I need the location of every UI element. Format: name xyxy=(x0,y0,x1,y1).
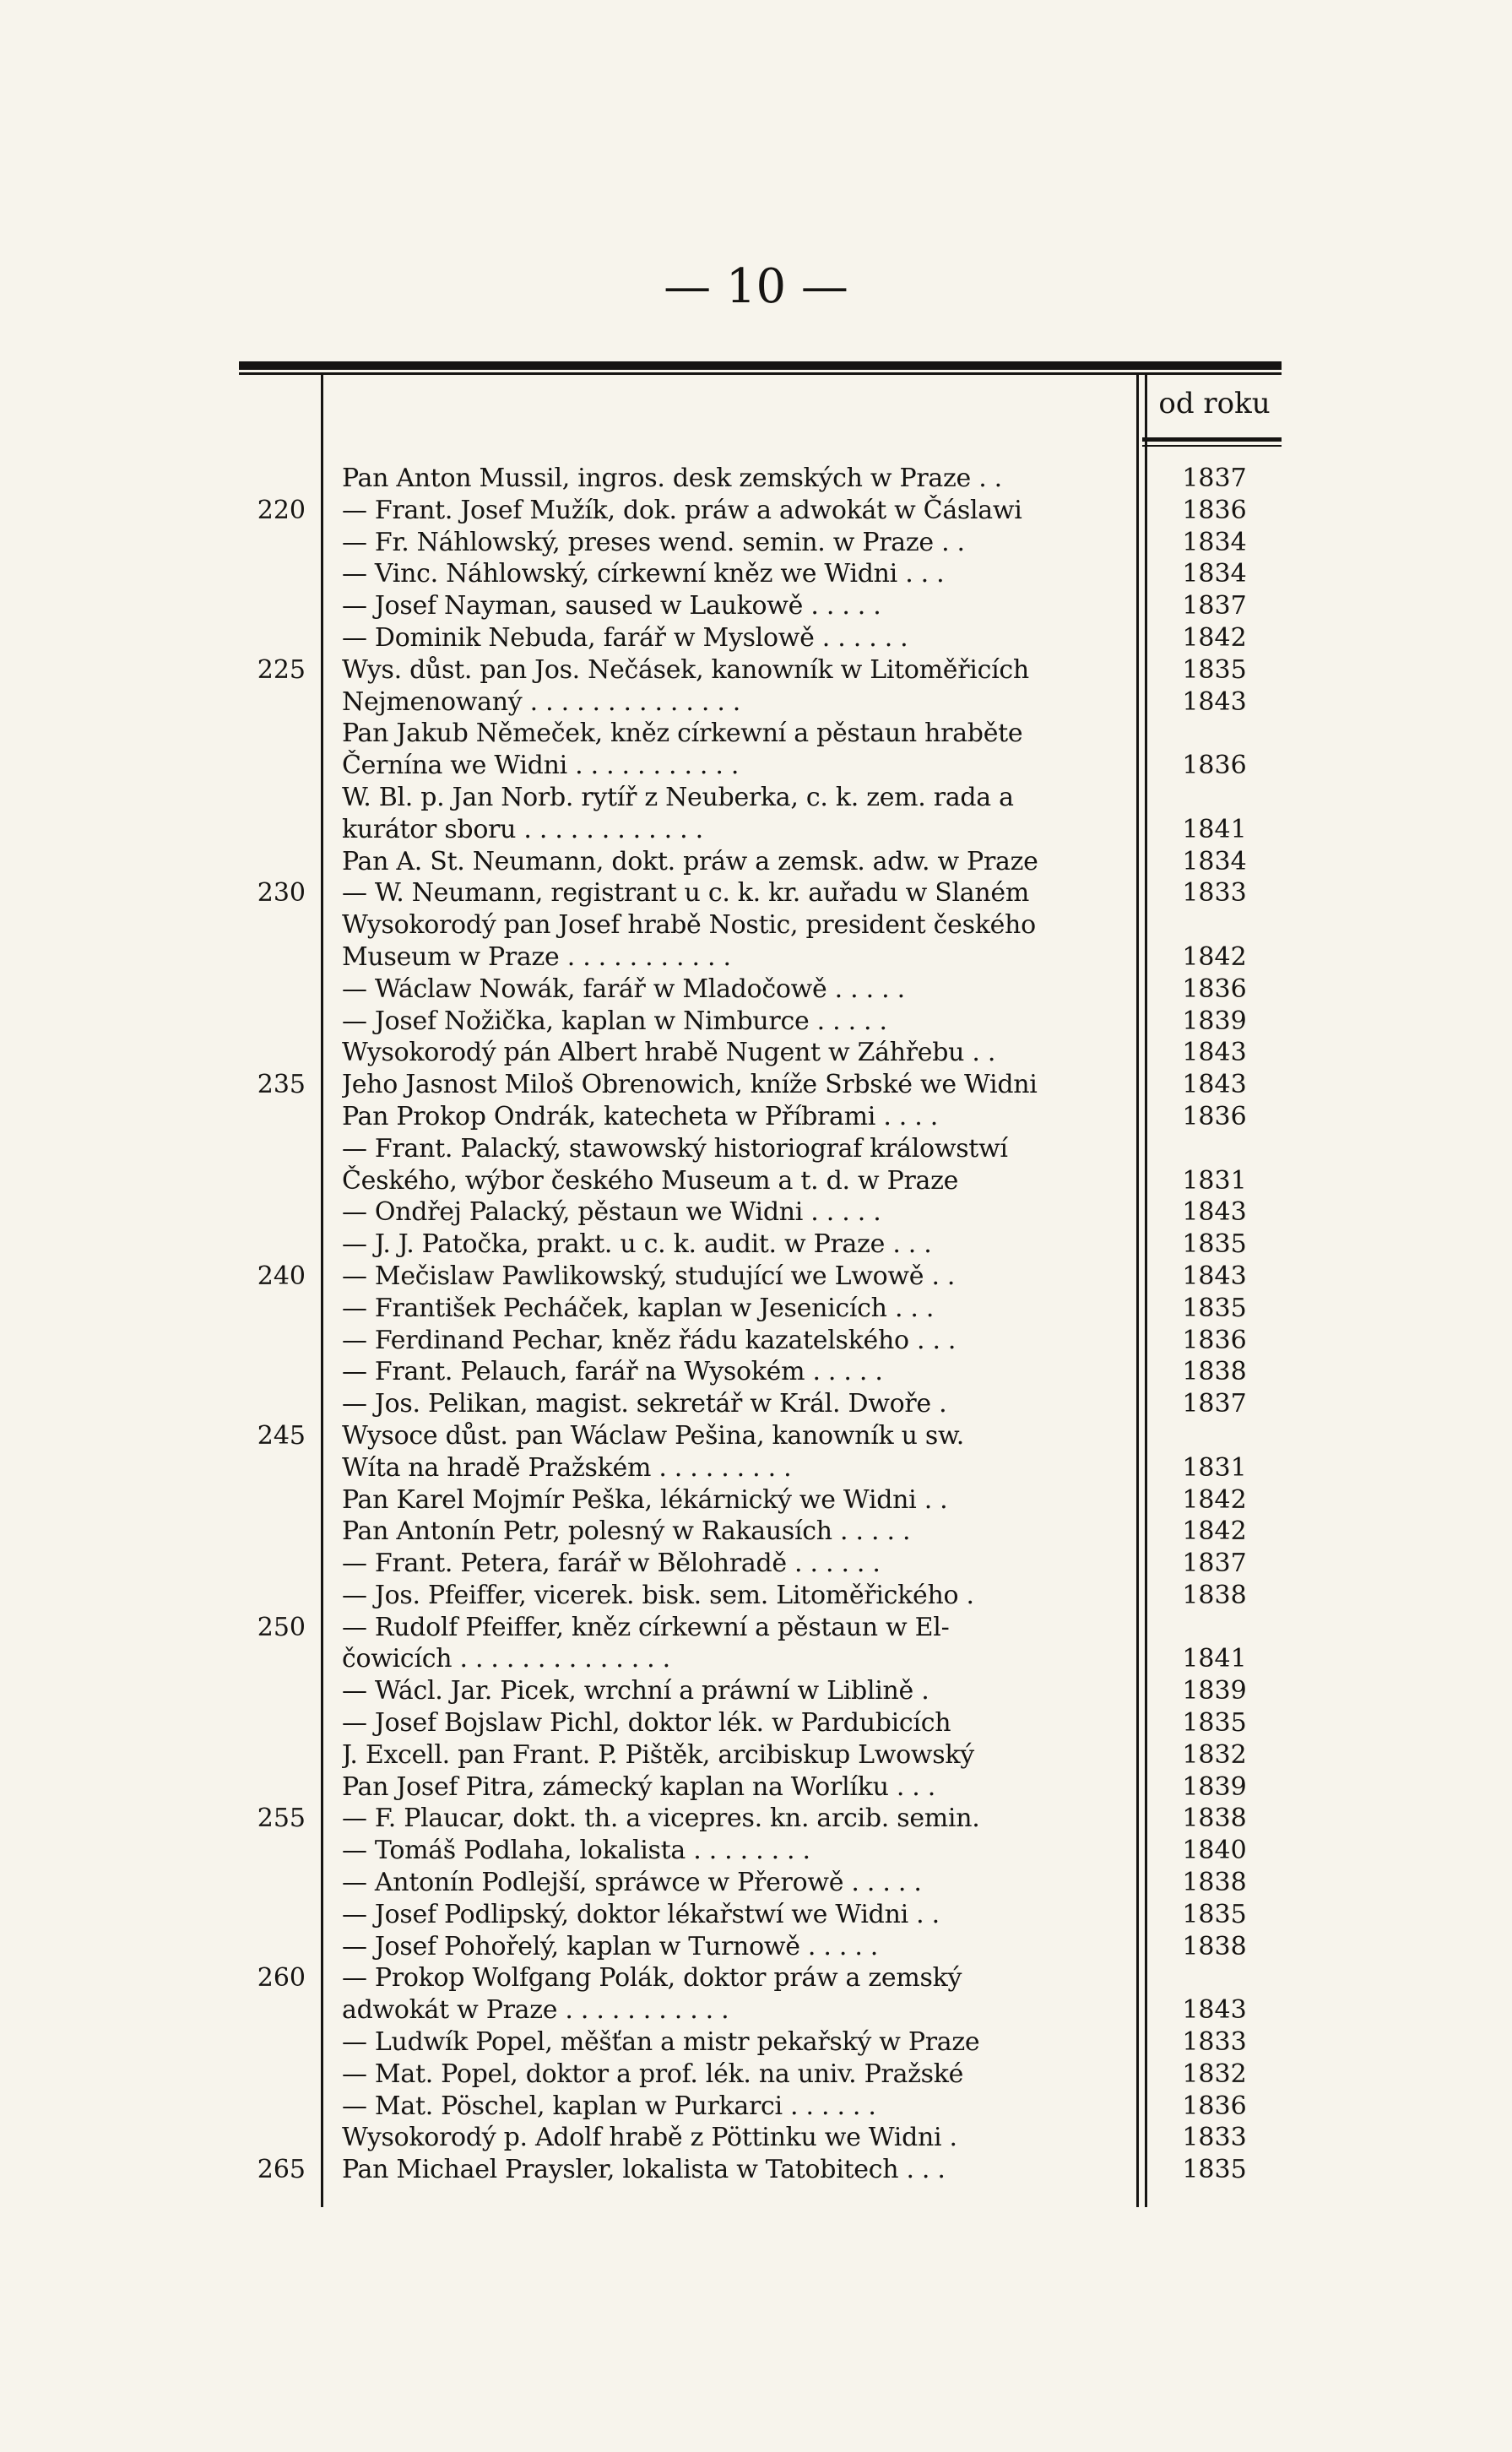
subscriber-entry: Pan Josef Pitra, zámecký kaplan na Worlíku . . . xyxy=(342,1771,936,1802)
subscription-year: 1843 xyxy=(1182,1995,1247,2026)
header-rule xyxy=(1142,437,1282,442)
list-row xyxy=(0,1548,1512,1580)
subscription-year: 1842 xyxy=(1182,1516,1247,1547)
subscription-year: 1832 xyxy=(1182,2059,1247,2089)
list-row xyxy=(0,974,1512,1006)
subscription-year: 1836 xyxy=(1182,1101,1247,1131)
row-number: 265 xyxy=(257,2155,306,2185)
list-row xyxy=(0,1229,1512,1261)
subscription-year: 1842 xyxy=(1182,941,1247,972)
subscriber-entry: Nejmenowaný . . . . . . . . . . . . . . xyxy=(342,686,741,717)
subscriber-entry: — Frant. Petera, farář w Bělohradě . . . . . . xyxy=(342,1549,881,1579)
subscriber-entry: Pan A. St. Neumann, dokt. práw a zemsk. adw. w Praze xyxy=(342,846,1038,876)
list-row xyxy=(0,2059,1512,2091)
list-row xyxy=(0,1803,1512,1835)
list-row xyxy=(0,1133,1512,1165)
subscriber-entry: J. Excell. pan Frant. P. Pištěk, arcibiskup Lwowský xyxy=(342,1739,974,1770)
list-row xyxy=(0,1420,1512,1452)
subscription-year: 1837 xyxy=(1182,1549,1247,1579)
subscription-year: 1835 xyxy=(1182,654,1247,685)
list-row xyxy=(0,1580,1512,1612)
subscription-year: 1843 xyxy=(1182,686,1247,717)
subscriber-entry: — Fr. Náhlowský, preses wend. semin. w Praze . . xyxy=(342,527,965,557)
subscriber-entry: — František Pecháček, kaplan w Jesenicích . . . xyxy=(342,1293,935,1323)
subscriber-entry: — Frant. Josef Mužík, dok. práw a adwokát w Čáslawi xyxy=(342,495,1022,525)
subscription-year: 1837 xyxy=(1182,591,1247,621)
subscriber-entry: — Wáclaw Nowák, farář w Mladočowě . . . . . xyxy=(342,974,905,1004)
subscriber-list xyxy=(0,463,1512,2186)
subscription-year: 1836 xyxy=(1182,1325,1247,1355)
subscriber-entry: Pan Antonín Petr, polesný w Rakausích . . . . . xyxy=(342,1516,911,1547)
list-row xyxy=(0,846,1512,878)
subscription-year: 1834 xyxy=(1182,846,1247,876)
subscriber-entry: Pan Anton Mussil, ingros. desk zemských w Praze . . xyxy=(342,464,1002,493)
list-row xyxy=(0,1643,1512,1675)
list-row xyxy=(0,1484,1512,1516)
list-row xyxy=(0,654,1512,686)
top-rule-thin xyxy=(239,372,1282,375)
subscriber-entry: Wysokorodý pán Albert hrabě Nugent w Záhřebu . . xyxy=(342,1038,996,1068)
list-row xyxy=(0,1388,1512,1420)
subscription-year: 1841 xyxy=(1182,1644,1247,1674)
subscription-year: 1835 xyxy=(1182,1899,1247,1929)
subscriber-entry: Wysoce důst. pan Wáclaw Pešina, kanowník u sw. xyxy=(342,1420,965,1451)
list-row xyxy=(0,2091,1512,2123)
subscription-year: 1835 xyxy=(1182,2155,1247,2185)
subscription-year: 1843 xyxy=(1182,1070,1247,1100)
subscription-year: 1836 xyxy=(1182,974,1247,1004)
subscription-year: 1835 xyxy=(1182,1293,1247,1323)
subscription-year: 1833 xyxy=(1182,878,1247,909)
row-number: 225 xyxy=(257,654,306,685)
subscriber-entry: — Dominik Nebuda, farář w Myslowě . . . . . . xyxy=(342,622,908,653)
subscriber-entry: čowicích . . . . . . . . . . . . . . xyxy=(342,1644,670,1674)
list-row xyxy=(0,622,1512,654)
subscriber-entry: — Frant. Palacký, stawowský historiograf králowstwí xyxy=(342,1133,1008,1164)
list-row xyxy=(0,1006,1512,1038)
list-row xyxy=(0,814,1512,846)
subscription-year: 1839 xyxy=(1182,1006,1247,1036)
subscription-year: 1832 xyxy=(1182,1739,1247,1770)
subscription-year: 1836 xyxy=(1182,751,1247,781)
subscriber-entry: Wíta na hradě Pražském . . . . . . . . . xyxy=(342,1452,792,1483)
list-row xyxy=(0,2026,1512,2059)
list-row xyxy=(0,1452,1512,1484)
list-row xyxy=(0,1962,1512,1994)
subscriber-entry: Pan Michael Praysler, lokalista w Tatobitech . . . xyxy=(342,2155,946,2185)
subscription-year: 1841 xyxy=(1182,814,1247,844)
subscriber-entry: — J. J. Patočka, prakt. u c. k. audit. w Praze . . . xyxy=(342,1229,932,1260)
subscription-year: 1835 xyxy=(1182,1708,1247,1739)
subscriber-entry: W. Bl. p. Jan Norb. rytíř z Neuberka, c. k. zem. rada a xyxy=(342,782,1014,812)
row-number: 245 xyxy=(257,1420,306,1451)
subscription-year: 1843 xyxy=(1182,1261,1247,1291)
subscription-year: 1843 xyxy=(1182,1038,1247,1068)
subscriber-entry: — Ondřej Palacký, pěstaun we Widni . . . . . xyxy=(342,1197,881,1228)
subscription-year: 1843 xyxy=(1182,1197,1247,1228)
header-rule-thin xyxy=(1142,445,1282,447)
list-row xyxy=(0,1196,1512,1229)
subscriber-entry: — Tomáš Podlaha, lokalista . . . . . . . . xyxy=(342,1836,810,1866)
list-row xyxy=(0,495,1512,527)
subscriber-entry: Černína we Widni . . . . . . . . . . . xyxy=(342,751,740,781)
subscription-year: 1834 xyxy=(1182,559,1247,589)
list-row xyxy=(0,718,1512,750)
subscriber-entry: — Mat. Pöschel, kaplan w Purkarci . . . . . . xyxy=(342,2091,876,2121)
list-row xyxy=(0,590,1512,622)
list-row xyxy=(0,463,1512,495)
list-row xyxy=(0,1707,1512,1739)
subscriber-entry: — Josef Bojslaw Pichl, doktor lék. w Pardubicích xyxy=(342,1708,951,1739)
list-row xyxy=(0,1867,1512,1899)
list-row xyxy=(0,1675,1512,1707)
list-row xyxy=(0,1771,1512,1804)
list-row xyxy=(0,686,1512,719)
top-rule xyxy=(239,361,1282,370)
subscriber-entry: adwokát w Praze . . . . . . . . . . . xyxy=(342,1995,729,2026)
subscription-year: 1838 xyxy=(1182,1868,1247,1898)
list-row xyxy=(0,1037,1512,1069)
subscriber-entry: — Mečislaw Pawlikowský, studující we Lwowě . . xyxy=(342,1261,956,1291)
subscriber-entry: — Ferdinand Pechar, kněz řádu kazatelského . . . xyxy=(342,1325,957,1355)
row-number: 260 xyxy=(257,1963,306,1994)
list-row xyxy=(0,1899,1512,1931)
list-row xyxy=(0,1516,1512,1548)
subscriber-entry: — Jos. Pfeiffer, vicerek. bisk. sem. Litoměřického . xyxy=(342,1580,974,1610)
list-row xyxy=(0,1612,1512,1644)
list-row xyxy=(0,1325,1512,1357)
list-row xyxy=(0,1069,1512,1101)
list-row xyxy=(0,1739,1512,1771)
subscriber-entry: — Josef Pohořelý, kaplan w Turnowě . . . . . xyxy=(342,1931,879,1961)
subscription-year: 1839 xyxy=(1182,1771,1247,1802)
list-row xyxy=(0,941,1512,974)
subscription-year: 1840 xyxy=(1182,1836,1247,1866)
subscription-year: 1835 xyxy=(1182,1229,1247,1260)
subscriber-entry: — Josef Nožička, kaplan w Nimburce . . . . . xyxy=(342,1006,887,1036)
subscriber-entry: Pan Karel Mojmír Peška, lékárnický we Widni . . xyxy=(342,1484,948,1515)
row-number: 235 xyxy=(257,1070,306,1100)
subscription-year: 1842 xyxy=(1182,1484,1247,1515)
subscription-year: 1838 xyxy=(1182,1804,1247,1834)
subscriber-entry: — Prokop Wolfgang Polák, doktor práw a zemský xyxy=(342,1963,962,1994)
subscription-year: 1838 xyxy=(1182,1931,1247,1961)
list-row xyxy=(0,1165,1512,1197)
list-row xyxy=(0,877,1512,909)
subscription-year: 1833 xyxy=(1182,2027,1247,2058)
list-row xyxy=(0,1356,1512,1388)
subscription-year: 1838 xyxy=(1182,1580,1247,1610)
subscriber-entry: — W. Neumann, registrant u c. k. kr. auřadu w Slaném xyxy=(342,878,1030,909)
subscriber-entry: Wysokorodý pan Josef hrabě Nostic, president českého xyxy=(342,910,1036,941)
subscriber-entry: — Josef Podlipský, doktor lékařstwí we Widni . . xyxy=(342,1899,940,1929)
list-row xyxy=(0,1293,1512,1325)
list-row xyxy=(0,1101,1512,1133)
subscriber-entry: — Josef Nayman, saused w Laukowě . . . . . xyxy=(342,591,881,621)
list-row xyxy=(0,750,1512,782)
list-row xyxy=(0,909,1512,941)
subscription-year: 1836 xyxy=(1182,495,1247,525)
subscription-year: 1836 xyxy=(1182,2091,1247,2121)
subscriber-entry: — Rudolf Pfeiffer, kněz církewní a pěstaun w El- xyxy=(342,1612,950,1642)
subscriber-entry: — Antonín Podlejší, spráwce w Přerowě . . . . . xyxy=(342,1868,922,1898)
subscriber-entry: Pan Jakub Němeček, kněz církewní a pěstaun hraběte xyxy=(342,719,1023,749)
list-row xyxy=(0,527,1512,559)
subscription-year: 1833 xyxy=(1182,2123,1247,2153)
subscriber-entry: Museum w Praze . . . . . . . . . . . xyxy=(342,941,731,972)
subscriber-entry: — F. Plaucar, dokt. th. a vicepres. kn. arcib. semin. xyxy=(342,1804,980,1834)
subscription-year: 1837 xyxy=(1182,1389,1247,1419)
subscription-year: 1838 xyxy=(1182,1357,1247,1387)
subscription-year: 1842 xyxy=(1182,622,1247,653)
subscriber-entry: — Wácl. Jar. Picek, wrchní a práwní w Liblině . xyxy=(342,1676,929,1706)
list-row xyxy=(0,1994,1512,2026)
subscriber-entry: — Vinc. Náhlowský, církewní kněz we Widni . . . xyxy=(342,559,945,589)
subscription-year: 1831 xyxy=(1182,1165,1247,1196)
subscriber-entry: — Ludwík Popel, měšťan a mistr pekařský w Praze xyxy=(342,2027,980,2058)
list-row xyxy=(0,1835,1512,1867)
row-number: 250 xyxy=(257,1612,306,1642)
subscription-year: 1834 xyxy=(1182,527,1247,557)
subscriber-entry: Českého, wýbor českého Museum a t. d. w Praze xyxy=(342,1165,959,1196)
subscriber-entry: Wysokorodý p. Adolf hrabě z Pöttinku we Widni . xyxy=(342,2123,957,2153)
list-row xyxy=(0,1261,1512,1293)
subscriber-entry: Pan Prokop Ondrák, katecheta w Příbrami . . . . xyxy=(342,1101,938,1131)
list-row xyxy=(0,782,1512,814)
subscription-year: 1831 xyxy=(1182,1452,1247,1483)
row-number: 255 xyxy=(257,1804,306,1834)
subscription-year: 1839 xyxy=(1182,1676,1247,1706)
list-row xyxy=(0,1931,1512,1963)
row-number: 220 xyxy=(257,495,306,525)
row-number: 230 xyxy=(257,878,306,909)
subscriber-entry: Wys. důst. pan Jos. Nečásek, kanowník w Litoměřicích xyxy=(342,654,1029,685)
page-number: — 10 — xyxy=(664,259,848,314)
list-row xyxy=(0,2122,1512,2154)
row-number: 240 xyxy=(257,1261,306,1291)
list-row xyxy=(0,2154,1512,2186)
subscriber-entry: Jeho Jasnost Miloš Obrenowich, kníže Srbské we Widni xyxy=(342,1070,1038,1100)
list-row xyxy=(0,558,1512,590)
subscriber-entry: kurátor sboru . . . . . . . . . . . . xyxy=(342,814,703,844)
year-column-header: od roku xyxy=(1158,387,1271,420)
subscriber-entry: — Mat. Popel, doktor a prof. lék. na univ. Pražské xyxy=(342,2059,964,2089)
subscription-year: 1837 xyxy=(1182,464,1247,493)
subscriber-entry: — Jos. Pelikan, magist. sekretář w Král. Dwoře . xyxy=(342,1389,947,1419)
subscriber-entry: — Frant. Pelauch, farář na Wysokém . . . . . xyxy=(342,1357,883,1387)
